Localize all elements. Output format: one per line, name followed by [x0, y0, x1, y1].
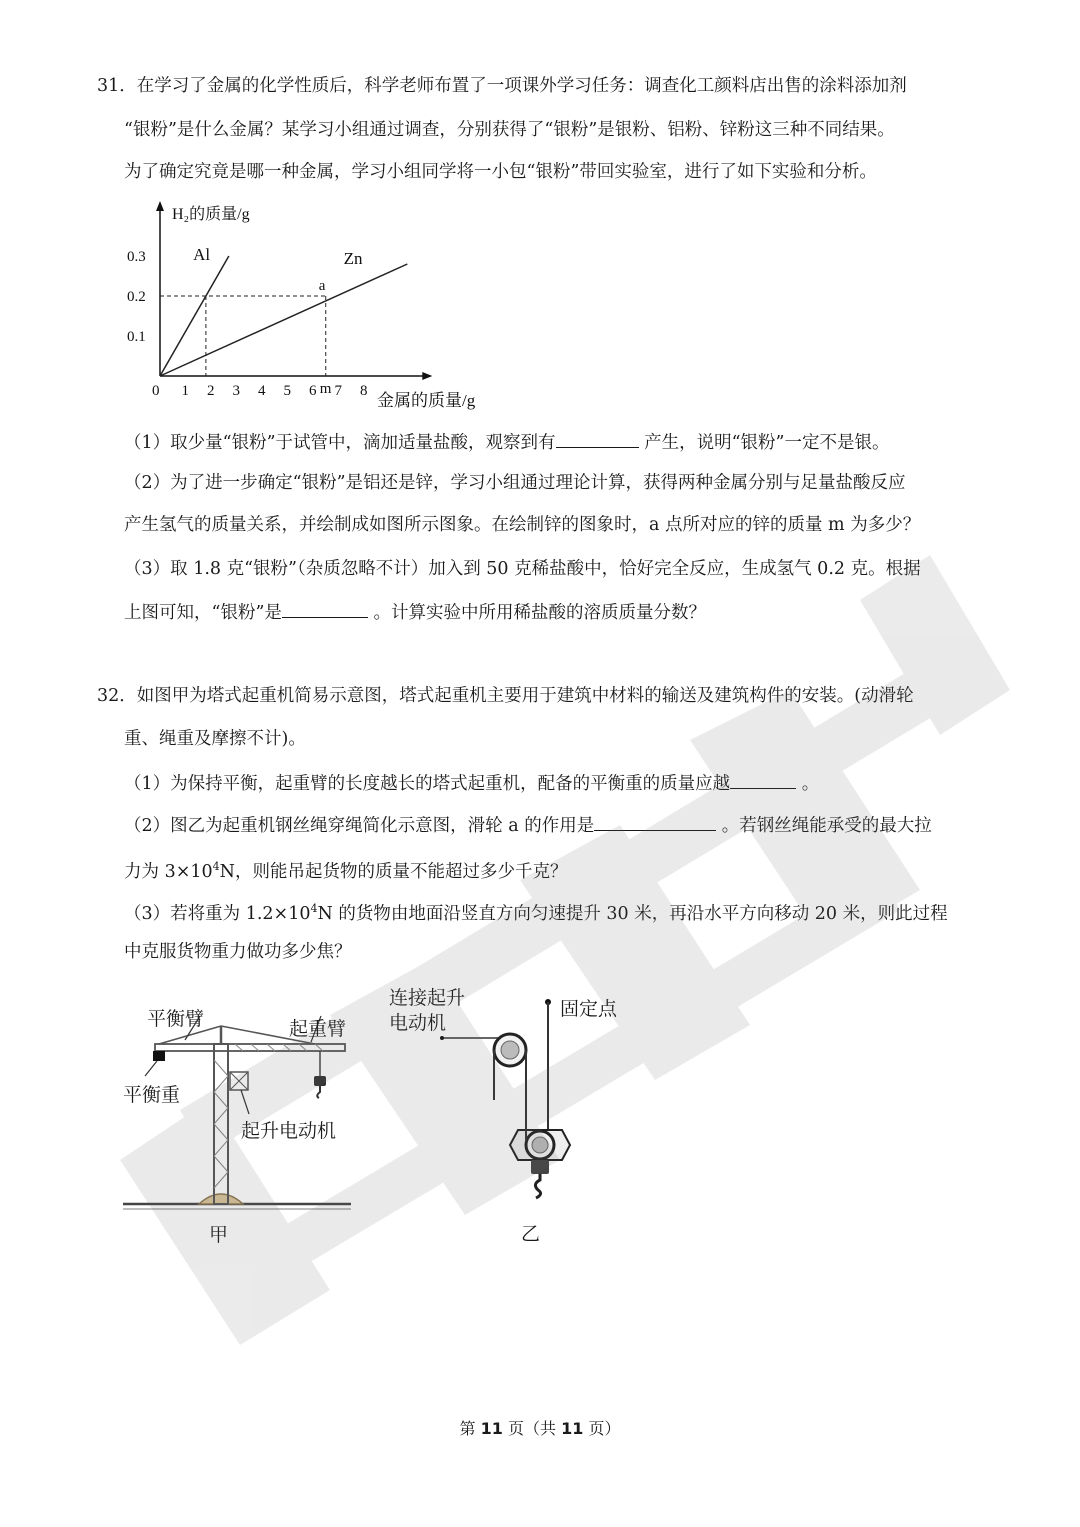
q32-force-exponent: 4 [212, 860, 220, 873]
pulley-hook-block [531, 1160, 549, 1174]
q32-part-3-line-1 [124, 897, 948, 926]
q32-force-text: 力为 3×10 [124, 861, 213, 882]
q32-part-2-line-1 [124, 812, 932, 838]
x-tick-label: 3 [232, 383, 240, 399]
q31-part-1 [124, 429, 890, 455]
pulley-hook-icon [535, 1174, 540, 1198]
label-balance-arm: 平衡臂 [147, 1008, 205, 1030]
caption-yi: 乙 [521, 1223, 541, 1245]
crane-base [199, 1194, 243, 1204]
q31-part-3-line-2 [124, 599, 706, 625]
q32-blank-1[interactable] [730, 770, 796, 789]
q31-intro-line-1: 31．在学习了金属的化学性质后，科学老师布置了一项课外学习任务：调查化工颜料店出售的涂料添加剂 [97, 76, 907, 96]
q32-intro-line-2: 重、绳重及摩擦不计)。 [124, 729, 306, 749]
label-motor-connect-2: 电动机 [389, 1012, 447, 1034]
x-tick-label: 8 [360, 383, 368, 399]
q32-part-1 [124, 770, 819, 796]
x-tick-label: 6 [309, 383, 317, 399]
label-motor-connect-1: 连接起升 [389, 987, 466, 1009]
q32-part-1-text: （1）为保持平衡，起重臂的长度越长的塔式起重机，配备的平衡重的质量应越 [124, 774, 731, 794]
y-tick-label: 0.1 [127, 329, 146, 345]
q31-part-1-end: 产生，说明“银粉”一定不是银。 [638, 433, 890, 453]
x-tick-label: 5 [283, 383, 291, 399]
q32-weight-rest: N 的货物由地面沿竖直方向匀速提升 30 米，再沿水平方向移动 20 米，则此过程 [317, 903, 948, 924]
y-axis-label: H₂的质量/g [172, 206, 250, 223]
q31-part-2-line-1: （2）为了进一步确定“银粉”是铝还是锌，学习小组通过理论计算，获得两种金属分别与足量盐酸反应 [124, 473, 906, 493]
series-label-zn: Zn [343, 249, 363, 268]
q31-intro-line-2: “银粉”是什么金属？某学习小组通过调查，分别获得了“银粉”是银粉、铝粉、锌粉这三种不同结果。 [124, 120, 895, 140]
x-axis-arrow [422, 372, 432, 380]
page-footer [0, 1416, 1080, 1439]
footer-middle: 页（共 [502, 1419, 562, 1438]
q32-weight-text: （3）若将重为 1.2×10 [124, 903, 311, 924]
counterweight-block [153, 1051, 165, 1061]
series-line-zn [160, 264, 407, 376]
q32-part-2-line-2 [124, 855, 567, 884]
y-axis-arrow [156, 201, 164, 211]
x-tick-label: 2 [207, 383, 215, 399]
footer-total-pages: 11 [561, 1419, 584, 1438]
q31-intro-line-3: 为了确定究竟是哪一种金属，学习小组同学将一小包“银粉”带回实验室，进行了如下实验和分析。 [124, 162, 877, 182]
pulley-diagram [430, 990, 630, 1220]
q32-part-2-end: 。若钢丝绳能承受的最大拉 [716, 816, 932, 836]
y-tick-label: 0.3 [127, 249, 146, 265]
x-axis-label: 金属的质量/g [377, 391, 476, 410]
q32-force-rest: N，则能吊起货物的质量不能超过多少千克？ [219, 861, 568, 882]
q32-part-2-text: （2）图乙为起重机钢丝绳穿绳简化示意图，滑轮 a 的作用是 [124, 816, 595, 836]
point-a-label: a [318, 278, 326, 294]
label-fixed-point: 固定点 [560, 998, 618, 1020]
crane-hook-block [314, 1076, 326, 1086]
x-tick-label: 7 [334, 383, 342, 399]
label-counterweight: 平衡重 [123, 1084, 181, 1106]
q32-intro-line-1: 32．如图甲为塔式起重机简易示意图，塔式起重机主要用于建筑中材料的输送及建筑构件的安装。(动滑轮 [97, 686, 914, 706]
q31-blank-2[interactable] [282, 599, 368, 618]
crane-hook-icon [317, 1086, 320, 1098]
y-tick-label: 0.2 [127, 289, 146, 305]
x-tick-label: 0 [152, 383, 160, 399]
series-label-al: Al [193, 245, 211, 264]
q31-part-2-line-2: 产生氢气的质量关系，并绘制成如图所示图象。在绘制锌的图象时，a 点所对应的锌的质量 m 为多少？ [124, 515, 921, 535]
q32-blank-2[interactable] [594, 812, 716, 831]
caption-jia: 甲 [209, 1224, 229, 1246]
footer-prefix: 第 [459, 1419, 481, 1438]
h2-mass-chart [115, 195, 505, 420]
series-line-al [160, 256, 229, 376]
footer-suffix: 页） [583, 1419, 621, 1438]
q31-part-3-line-1: （3）取 1.8 克“银粉”（杂质忽略不计）加入到 50 克稀盐酸中，恰好完全反应，生成氢气 0.2 克。根据 [124, 559, 921, 579]
m-label: m [319, 381, 332, 397]
q32-part-3-line-2: 中克服货物重力做功多少焦？ [124, 942, 352, 962]
q32-part-1-end: 。 [796, 774, 820, 794]
x-tick-label: 1 [181, 383, 189, 399]
q31-part-1-text: （1）取少量“银粉”于试管中，滴加适量盐酸，观察到有 [124, 433, 556, 453]
x-tick-label: 4 [258, 383, 266, 399]
footer-page-number: 11 [480, 1419, 503, 1438]
q32-weight-exponent: 4 [310, 902, 318, 915]
q31-part-3-text: 上图可知，“银粉”是 [124, 603, 282, 623]
q31-part-3-end: 。计算实验中所用稀盐酸的溶质质量分数？ [367, 603, 706, 623]
label-lifting-arm: 起重臂 [289, 1018, 347, 1040]
label-lift-motor: 起升电动机 [241, 1120, 337, 1142]
q31-blank-1[interactable] [556, 429, 639, 448]
